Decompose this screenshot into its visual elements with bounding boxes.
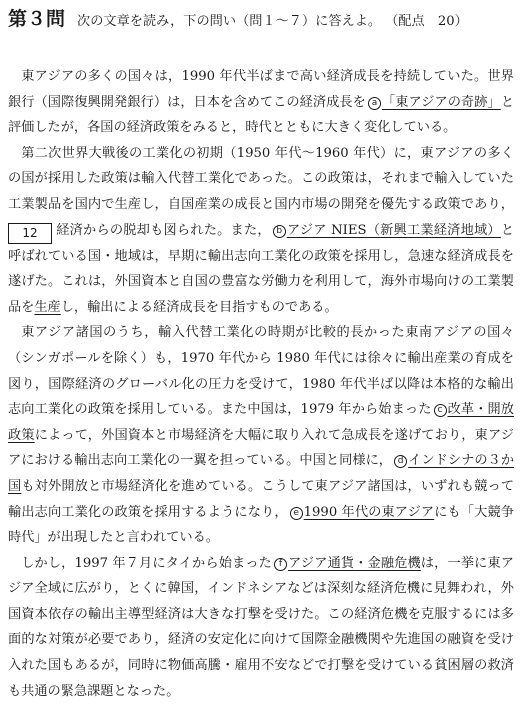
passage-text: 第二次世界大戦後の工業化の初期（1950 年代～1960 年代）に，東アジアの多くの国が採用した政策は輸入代替工業化であった。この政策は，それまで輸入していた工業製品を国内で生産し，自国産業の成長と国内市場の開発を優先する政策であり， xyxy=(8,145,514,212)
passage-text: し，輸出による経済成長を目指すものである。 xyxy=(60,299,338,315)
underline-marker-c: c xyxy=(434,404,447,417)
passage xyxy=(8,64,514,704)
passage-text: と評価したが，各国の経済政策をみると，時代とともに大きく変化している。 xyxy=(8,94,514,136)
underlined-term: 生産 xyxy=(34,299,61,315)
question-number: 第３問 xyxy=(8,8,66,30)
passage-text: 経済からの脱却も図られた。また， xyxy=(56,222,271,238)
underlined-term: インドシナの３か国 xyxy=(8,453,515,494)
question-points: （配点 20） xyxy=(385,14,468,29)
passage-text: によって，外国資本と市場経済を大幅に取り入れて急成長を遂げており，東アジアにおける輸出志向工業化の一翼を担っている。中国と同様に， xyxy=(8,427,514,469)
underlined-term: アジア通貨・金融危機 xyxy=(288,555,421,571)
underline-marker-e: e xyxy=(290,507,303,520)
underline-marker-a: a xyxy=(368,97,381,110)
passage-text: 東アジアの多くの国々は，1990 年代半ばまで高い経済成長を持続していた。世界銀行（国際復興開発銀行）は，日本を含めてこの経済成長を xyxy=(8,69,514,110)
underlined-term: アジア NIES（新興工業経済地域） xyxy=(286,222,501,238)
paragraph xyxy=(8,141,514,321)
paragraph xyxy=(8,551,514,705)
paragraph xyxy=(8,320,514,550)
passage-text: 東アジア諸国のうち，輸入代替工業化の時期が比較的長かった東南アジアの国々（シンガポールを除く）も，1970 年代から 1980 年代には徐々に輸出産業の育成を図り，国際経済のグローバル化の圧力を受けて，1980 年代半ば以降は本格的な輸出志向工業化の政策を採用している。また中国は，1979 年から始まった xyxy=(8,325,514,418)
underlined-term: 「東アジアの奇跡」 xyxy=(381,94,501,110)
passage-text: しかし，1997 年７月にタイから始まった xyxy=(21,555,272,571)
passage-text: も対外開放と市場経済化を進めている。こうして東アジア諸国は，いずれも競って輸出志向工業化の政策を採用するようになり， xyxy=(8,478,515,520)
underline-marker-f: f xyxy=(274,558,287,571)
passage-text: にも「大競争時代」が出現したと言われている。 xyxy=(8,504,515,546)
passage-text: は，一挙に東アジア全域に広がり，とくに韓国，インドネシアなどは深刻な経済危機に見舞われ，外国資本依存の輸出主導型経済は大きな打撃を受けた。この経済危機を克服するには多面的な対策が必要であり，経済の安定化に向けて国際金融機関や先進国の融資を受け入れた国もあるが，同時に物価高騰・雇用不安などで打撃を受けている貧困層の救済も共通の緊急課題となった。 xyxy=(8,555,514,699)
paragraph xyxy=(8,64,514,141)
question-instruction: 次の文章を読み，下の問い（問１～７）に答えよ。 xyxy=(77,14,382,29)
underlined-term: 1990 年代の東アジア xyxy=(303,504,435,520)
passage-text: と呼ばれている国・地域は，早期に輸出志向工業化の政策を採用し，急速な経済成長を遂げた。これは，外国資本と自国の豊富な労働力を利用して，海外市場向けの工業製品を xyxy=(8,222,515,315)
underline-marker-b: b xyxy=(273,225,286,238)
question-header xyxy=(8,4,468,31)
underline-marker-d: d xyxy=(394,455,407,468)
answer-blank-12: 12 xyxy=(8,223,52,244)
underlined-term: 改革・開放政策 xyxy=(8,402,514,443)
